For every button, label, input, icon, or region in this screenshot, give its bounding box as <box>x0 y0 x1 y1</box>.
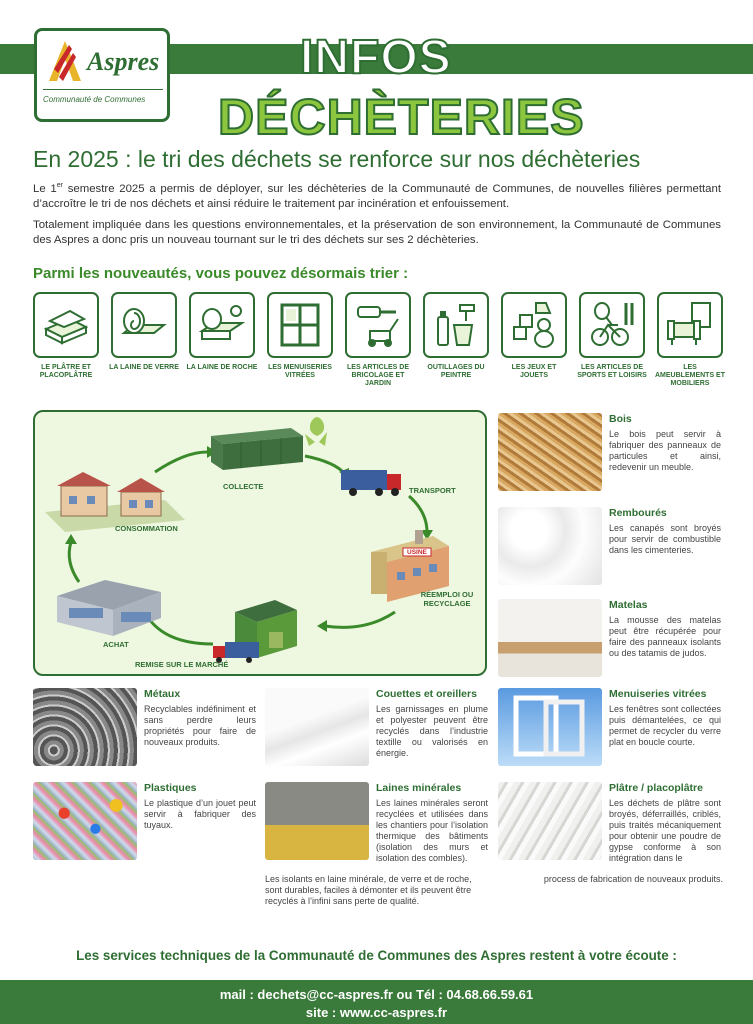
category-rock-wool: LA LAINE DE ROCHE <box>189 292 259 372</box>
category-furniture: LES AMEUBLEMENTS ET MOBILIERS <box>657 292 727 388</box>
glass-wool-icon <box>118 299 170 351</box>
logo-subtitle: Communauté de Communes <box>43 95 146 104</box>
label-reemploi: RÉEMPLOI OU RECYCLAGE <box>420 590 474 608</box>
headline: En 2025 : le tri des déchets se renforce sur nos déchèteries <box>33 146 641 172</box>
label-transport: TRANSPORT <box>409 486 456 495</box>
material-plastiques: Plastiques Le plastique d’un jouet peut servir à fabriquer des tuyaux. <box>33 782 258 862</box>
metaux-photo <box>33 688 137 766</box>
intro-paragraph-1: Le 1er semestre 2025 a permis de déployer, sur les déchèteries de la Communauté de Communes, de nouvelles filières permettant d’accroître le tri de nos déchets et ainsi réduire le traitement par incinération et enfouissement. <box>33 182 721 210</box>
material-couettes: Couettes et oreillers Les garnissages en plume et polyester peuvent être recyclés dans l’industrie textille ou valorisés en énergie. <box>265 688 490 768</box>
window-frame-icon <box>498 688 602 766</box>
category-windows: LES MENUISERIES VITRÉES <box>267 292 337 380</box>
category-glass-wool: LA LAINE DE VERRE <box>111 292 181 372</box>
containers-illustration <box>211 417 327 470</box>
platre-extra-text: process de fabrication de nouveaux produits. <box>543 874 723 884</box>
paint-tools-icon <box>430 299 482 351</box>
category-icons <box>30 292 725 402</box>
logo-rule <box>43 89 163 90</box>
plaster-icon <box>40 299 92 351</box>
rembourres-photo <box>498 507 602 585</box>
label-remise: REMISE SUR LE MARCHÉ <box>135 660 229 669</box>
logo-name: Aspres <box>87 47 160 76</box>
rock-wool-icon <box>196 299 248 351</box>
novelties-title: Parmi les nouveautés, vous pouvez désormais trier : <box>33 265 409 282</box>
category-painter: OUTILLAGES DU PEINTRE <box>423 292 493 380</box>
logo <box>34 28 170 122</box>
plastiques-photo <box>33 782 137 860</box>
title-infos: INFOS <box>300 31 452 84</box>
label-achat: ACHAT <box>103 640 129 649</box>
furniture-icon <box>664 299 716 351</box>
bois-photo <box>498 413 602 491</box>
platre-photo <box>498 782 602 860</box>
recycling-cycle-diagram <box>33 410 487 676</box>
category-sports: LES ARTICLES DE SPORTS ET LOISIRS <box>579 292 649 380</box>
title-decheteries: DÉCHÈTERIES <box>218 89 585 145</box>
label-consommation: CONSOMMATION <box>115 524 178 533</box>
warehouse-illustration <box>213 600 297 663</box>
services-note: Les services techniques de la Communauté de Communes des Aspres restent à votre écoute : <box>76 948 677 963</box>
contact-line: mail : dechets@cc-aspres.fr ou Tél : 04.68.66.59.61 <box>219 987 534 1002</box>
label-collecte: COLLECTE <box>223 482 264 491</box>
laines-photo <box>265 782 369 860</box>
intro-paragraph-2: Totalement impliquée dans les questions environnementales, et la préservation de son environnement, la Communauté de Communes des Aspres a donc pris un nouveau tournant sur le tri des déchets sur ses 2 déchèteries. <box>33 219 721 246</box>
store-illustration <box>57 580 161 636</box>
garden-tools-icon <box>352 299 404 351</box>
category-plaster: LE PLÂTRE ET PLACOPLÂTRE <box>33 292 103 380</box>
factory-sign: USINE <box>407 549 427 556</box>
footer-band <box>0 980 753 1024</box>
sports-icon <box>586 299 638 351</box>
material-menuiseries: Menuiseries vitrées Les fenêtres sont collectées puis démantelées, ce qui permet de recycler du verre plat en boucle courte. <box>498 688 723 768</box>
material-platre: Plâtre / placoplâtre Les déchets de plâtre sont broyés, déferraillés, criblés, puis traités mécaniquement pour obtenir une poudre de gypse conforme à son intégration dans le <box>498 782 723 868</box>
toys-icon <box>508 299 560 351</box>
category-garden: LES ARTICLES DE BRICOLAGE ET JARDIN <box>345 292 415 388</box>
couettes-photo <box>265 688 369 766</box>
matelas-photo <box>498 599 602 677</box>
category-toys: LES JEUX ET JOUETS <box>501 292 571 380</box>
window-icon <box>274 299 326 351</box>
material-laines: Laines minérales Les laines minérales seront recyclées et utilisées dans les chantiers pour l’isolation thermique des bâtiments (isolation des murs et isolation des combles). <box>265 782 490 874</box>
recycling-cycle-illustration <box>35 412 487 676</box>
material-metaux: Métaux Recyclables indéfiniment et sans perdre leurs propriétés pour faire de nouveaux produits. <box>33 688 258 768</box>
logo-mark-icon <box>45 39 85 83</box>
menuiseries-photo <box>498 688 602 766</box>
website-line: site : www.cc-aspres.fr <box>305 1005 448 1020</box>
houses-illustration <box>45 472 185 532</box>
laines-extra-text: Les isolants en laine minérale, de verre et de roche, sont durables, faciles à démonter et ils peuvent être recyclés à l’infini sans perte de qualité. <box>265 874 472 906</box>
transport-truck-illustration <box>341 470 401 496</box>
